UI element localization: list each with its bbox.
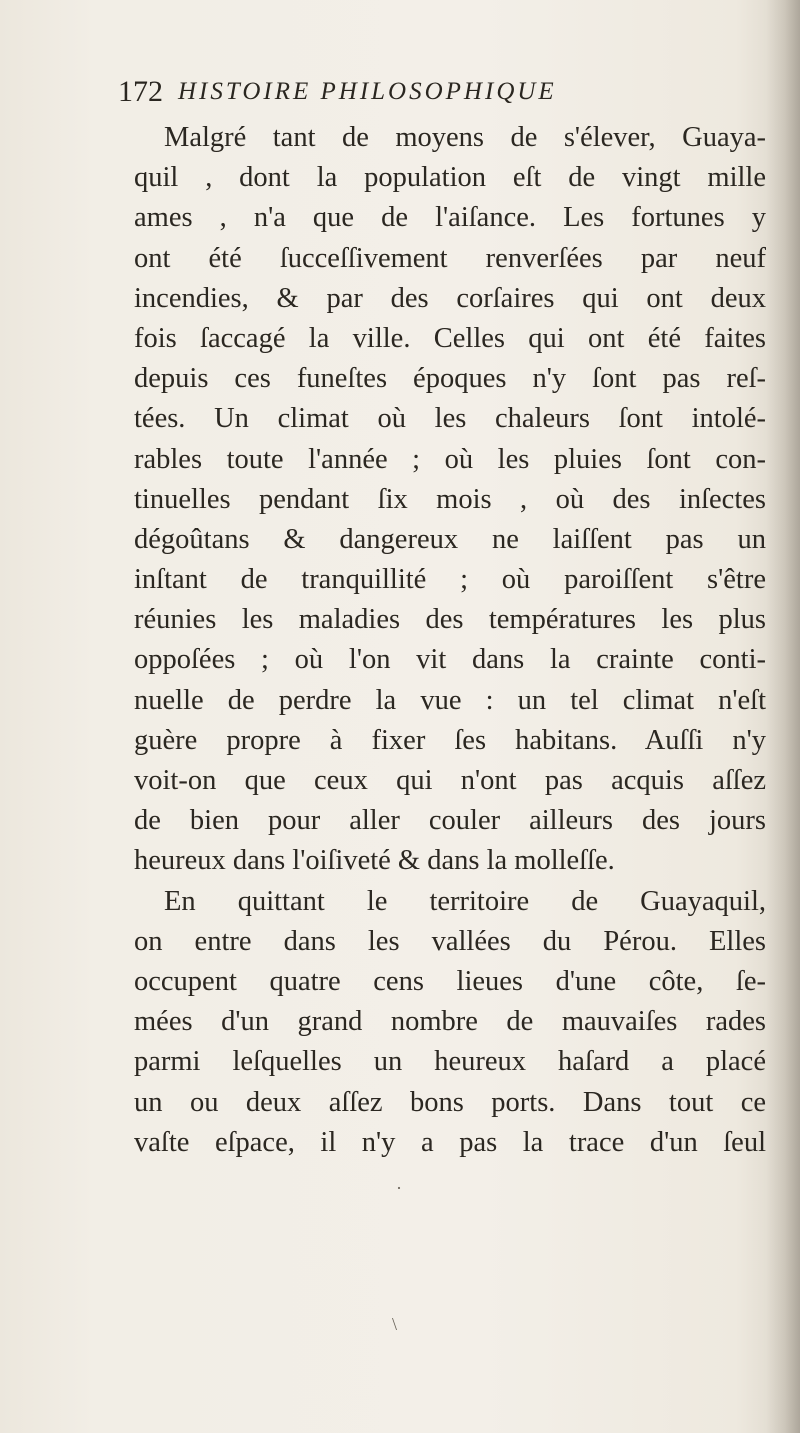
text-line: inſtant de tranquillité ; où paroiſſent s'être [134,564,766,596]
text-line: rables toute l'année ; où les pluies ſont con- [134,443,766,475]
text-line: En quittant le territoire de Guayaquil, [164,885,766,917]
text-line: occupent quatre cens lieues d'une côte, ſe- [134,965,766,997]
text-line: guère propre à fixer ſes habitans. Auſſi n'y [134,724,766,756]
text-line: incendies, & par des corſaires qui ont deux [134,282,766,314]
running-title: HISTOIRE PHILOSOPHIQUE [178,78,557,105]
text-line: tinuelles pendant ſix mois , où des inſectes [134,483,766,515]
text-line: ont été ſucceſſivement renverſées par neuf [134,242,766,274]
text-line: mées d'un grand nombre de mauvaiſes rades [134,1006,766,1038]
text-line: parmi leſquelles un heureux haſard a placé [134,1046,766,1078]
ink-speck: · [396,1178,402,1198]
ink-speck: \ [392,1314,398,1334]
text-line: un ou deux aſſez bons ports. Dans tout ce [134,1086,766,1118]
text-line: heureux dans l'oiſiveté & dans la molleſſe. [134,845,615,877]
text-line: ames , n'a que de l'aiſance. Les fortunes y [134,202,766,234]
running-header [118,72,758,112]
text-line: dégoûtans & dangereux ne laiſſent pas un [134,523,766,555]
text-line: depuis ces funeſtes époques n'y ſont pas reſ- [134,363,766,395]
page-edge-shadow [766,0,800,1433]
text-line: fois ſaccagé la ville. Celles qui ont été faites [134,322,766,354]
text-line: quil , dont la population eſt de vingt mille [134,162,766,194]
text-line: de bien pour aller couler ailleurs des jours [134,805,766,837]
page-number: 172 [118,75,163,108]
text-line: voit-on que ceux qui n'ont pas acquis aſſez [134,765,766,796]
text-line: vaſte eſpace, il n'y a pas la trace d'un ſeul [134,1126,766,1158]
text-line: tées. Un climat où les chaleurs ſont intolé- [134,403,766,435]
body-text [134,118,766,1163]
text-line: oppoſées ; où l'on vit dans la crainte conti- [134,644,766,676]
text-line: Malgré tant de moyens de s'élever, Guaya- [164,122,766,153]
text-line: réunies les maladies des températures les plus [134,604,766,636]
text-line: on entre dans les vallées du Pérou. Elles [134,925,766,957]
text-line: nuelle de perdre la vue : un tel climat n'eſt [134,684,766,716]
